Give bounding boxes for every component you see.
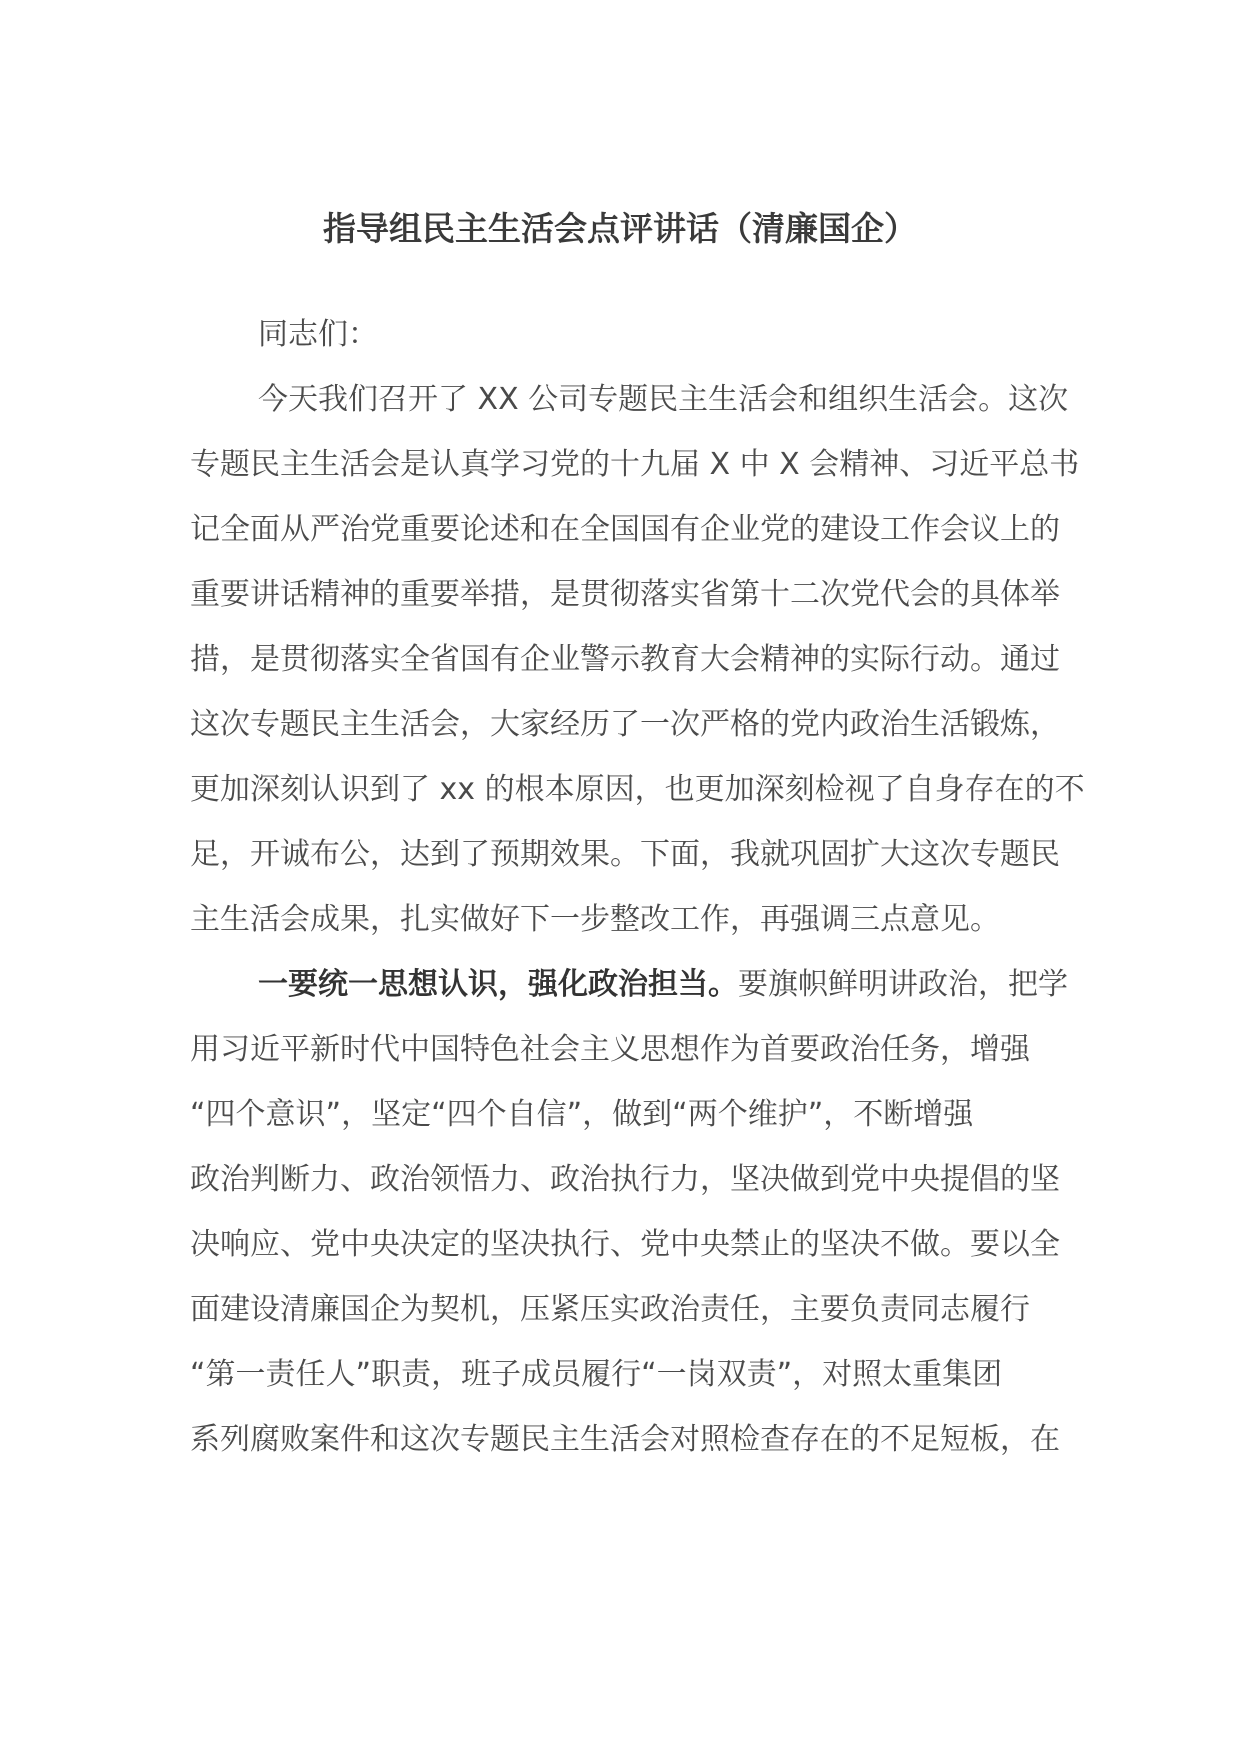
salutation: 同志们： <box>258 317 378 352</box>
paragraph-1-line: 重要讲话精神的重要举措，是贯彻落实省第十二次党代会的具体举 <box>190 577 1060 612</box>
paragraph-1-line: 措，是贯彻落实全省国有企业警示教育大会精神的实际行动。通过 <box>190 642 1060 677</box>
paragraph-1-line: 今天我们召开了 XX 公司专题民主生活会和组织生活会。这次 <box>258 382 1069 417</box>
paragraph-1-line: 更加深刻认识到了 xx 的根本原因，也更加深刻检视了自身存在的不 <box>190 772 1085 807</box>
paragraph-1-line: 主生活会成果，扎实做好下一步整改工作，再强调三点意见。 <box>190 902 1000 937</box>
paragraph-1-line: 记全面从严治党重要论述和在全国国有企业党的建设工作会议上的 <box>190 512 1060 547</box>
paragraph-2-first-line <box>190 952 1068 1017</box>
paragraph-2-line: 系列腐败案件和这次专题民主生活会对照检查存在的不足短板，在 <box>190 1422 1060 1457</box>
paragraph-2-line: 用习近平新时代中国特色社会主义思想作为首要政治任务，增强 <box>190 1032 1030 1067</box>
paragraph-2-line: 决响应、党中央决定的坚决执行、党中央禁止的坚决不做。要以全 <box>190 1227 1060 1262</box>
paragraph-2-line: “四个意识”，坚定“四个自信”，做到“两个维护”，不断增强 <box>190 1097 974 1132</box>
paragraph-1-line: 专题民主生活会是认真学习党的十九届 X 中 X 会精神、习近平总书 <box>190 447 1080 482</box>
paragraph-2-heading: 一要统一思想认识，强化政治担当。 <box>258 967 738 1002</box>
paragraph-1-line: 这次专题民主生活会，大家经历了一次严格的党内政治生活锻炼， <box>190 707 1060 742</box>
document-body <box>190 302 1085 1472</box>
paragraph-1-line: 足，开诚布公，达到了预期效果。下面，我就巩固扩大这次专题民 <box>190 837 1060 872</box>
paragraph-2-line: “第一责任人”职责，班子成员履行“一岗双责”，对照太重集团 <box>190 1357 1003 1392</box>
paragraph-2-line: 政治判断力、政治领悟力、政治执行力，坚决做到党中央提倡的坚 <box>190 1162 1060 1197</box>
paragraph-2-line: 面建设清廉国企为契机，压紧压实政治责任，主要负责同志履行 <box>190 1292 1030 1327</box>
document-title: 指导组民主生活会点评讲话（清廉国企） <box>323 209 917 248</box>
paragraph-2-first-line-rest: 要旗帜鲜明讲政治，把学 <box>738 967 1068 1002</box>
